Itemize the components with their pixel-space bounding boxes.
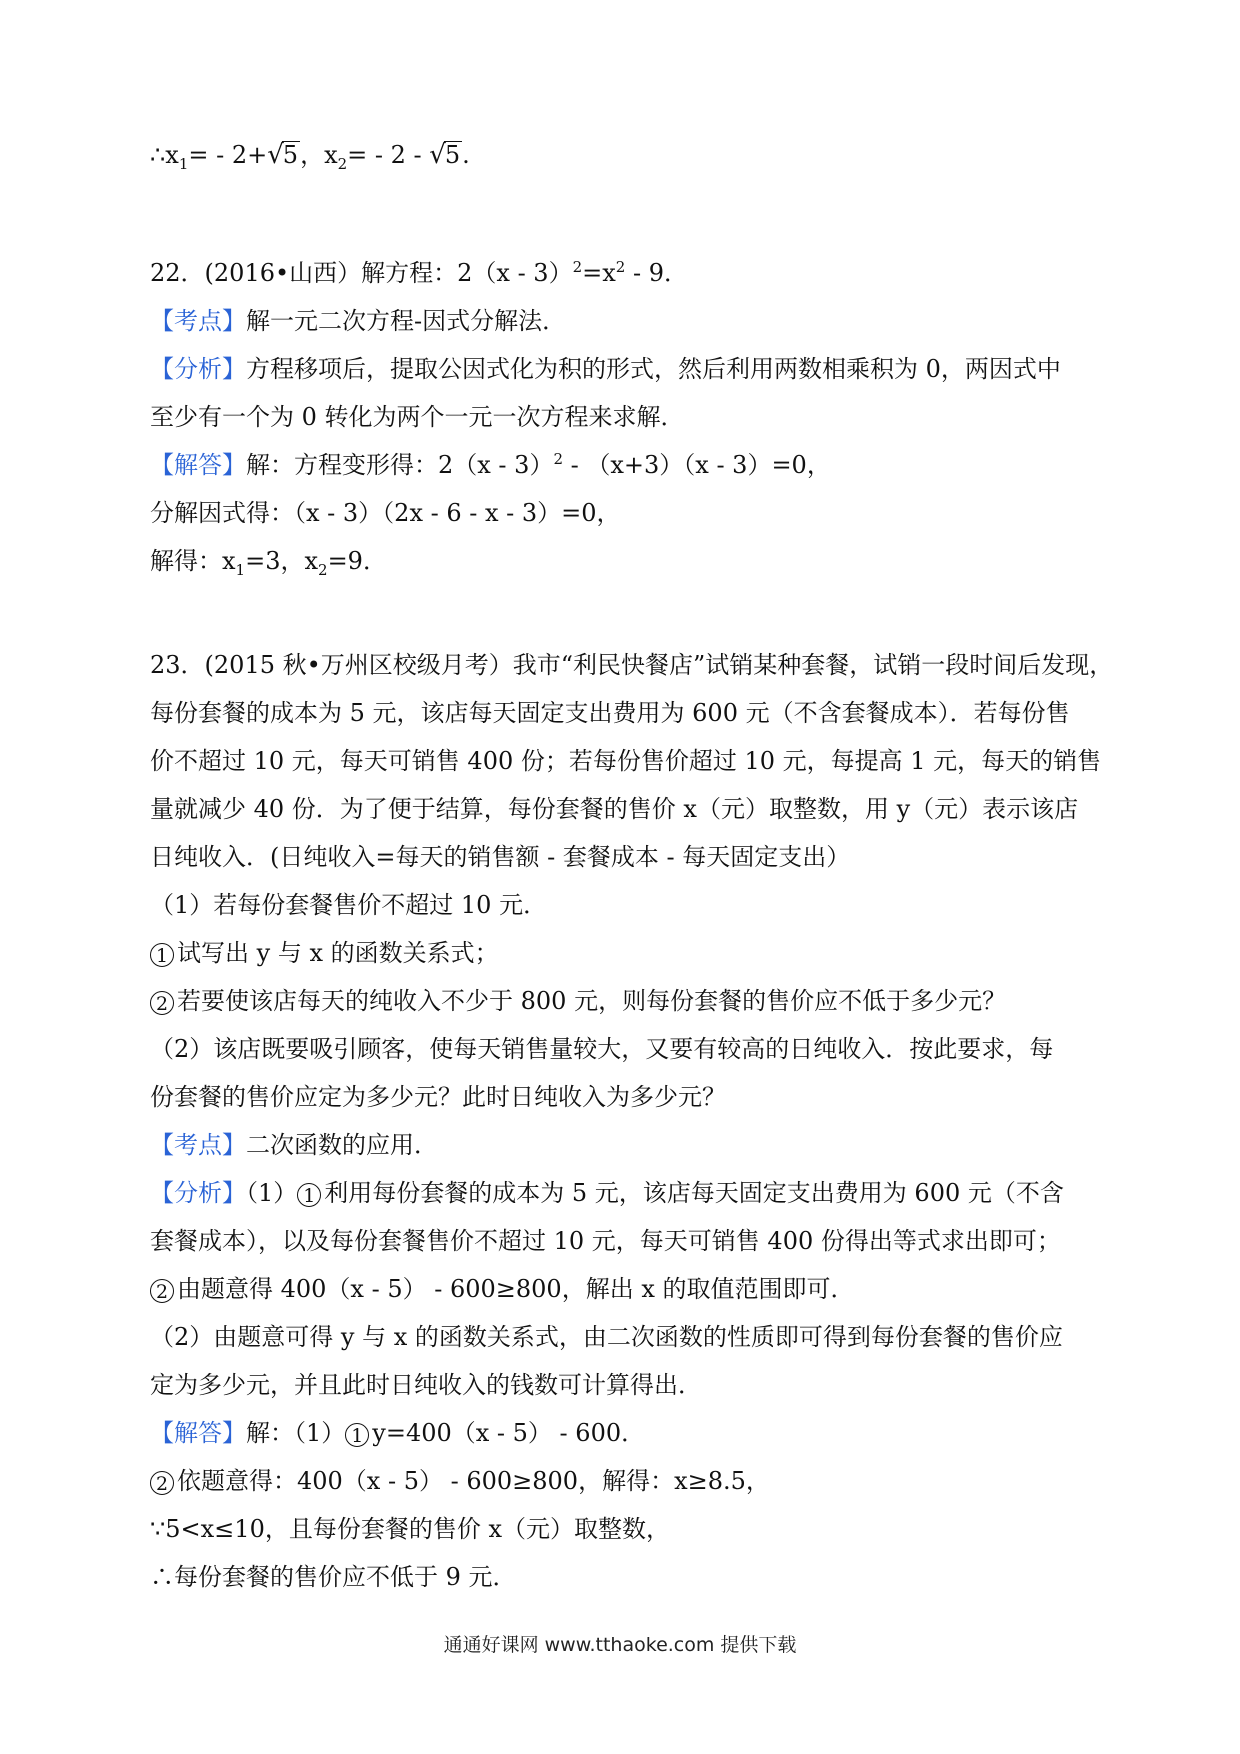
q23-part2-line2: 份套餐的售价应定为多少元？此时日纯收入为多少元？ bbox=[150, 1083, 726, 1111]
fenxi-tag: 【分析】 bbox=[150, 1179, 246, 1207]
sqrt-sign: √ bbox=[267, 140, 284, 170]
jieda-text: =9． bbox=[327, 547, 387, 575]
roots-text: . bbox=[462, 141, 470, 169]
q23-fenxi-line2: 套餐成本），以及每份套餐售价不超过 10 元，每天可销售 400 份得出等式求出即可； bbox=[150, 1227, 1061, 1255]
q22-title bbox=[150, 258, 688, 288]
roots-text: = - 2 - bbox=[347, 141, 430, 169]
q23-stem-line3: 价不超过 10 元，每天可销售 400 份；若每份售价超过 10 元，每提高 1 元，每天的销售 bbox=[150, 747, 1102, 775]
jieda-tag: 【解答】 bbox=[150, 1419, 246, 1447]
jieda-text: 依题意得：400（x - 5） - 600≥800，解得：x≥8.5， bbox=[177, 1467, 770, 1495]
q23-part2-line1: （2）该店既要吸引顾客，使每天销售量较大，又要有较高的日纯收入．按此要求，每 bbox=[150, 1035, 1054, 1063]
kaodian-tag: 【考点】 bbox=[150, 1131, 246, 1159]
jieda-text: 解得：x bbox=[150, 547, 236, 575]
subscript: 1 bbox=[178, 154, 189, 173]
q22-jieda-line3 bbox=[150, 546, 387, 579]
q23-stem-line1: 23．(2015 秋•万州区校级月考）我市“利民快餐店”试销某种套餐，试销一段时间后发现， bbox=[150, 651, 1114, 679]
fenxi-text: 利用每份套餐的成本为 5 元，该店每天固定支出费用为 600 元（不含 bbox=[324, 1179, 1064, 1207]
kaodian-text: 二次函数的应用． bbox=[246, 1131, 438, 1159]
circled-number: 2 bbox=[150, 1471, 174, 1495]
circled-number: 1 bbox=[345, 1423, 369, 1447]
q23-fenxi-line5: 定为多少元，并且此时日纯收入的钱数可计算得出． bbox=[150, 1371, 702, 1399]
jieda-text: 解：方程变形得：2（x - 3） bbox=[246, 451, 554, 479]
subscript: 1 bbox=[235, 560, 246, 579]
q23-fenxi-line1 bbox=[150, 1178, 1064, 1208]
roots-text: ，x bbox=[300, 141, 338, 169]
q23-stem-line2: 每份套餐的成本为 5 元，该店每天固定支出费用为 600 元（不含套餐成本）．若每份售 bbox=[150, 699, 1070, 727]
q23-stem-line4: 量就减少 40 份．为了便于结算，每份套餐的售价 x（元）取整数，用 y（元）表示该店 bbox=[150, 795, 1079, 823]
page-footer: 通通好课网 www.tthaoke.com 提供下载 bbox=[443, 1634, 797, 1656]
circled-number: 1 bbox=[297, 1183, 321, 1207]
fenxi-text: 由题意得 400（x - 5） - 600≥800，解出 x 的取值范围即可． bbox=[177, 1275, 855, 1303]
q22-title-text: =x bbox=[582, 259, 616, 287]
subscript: 2 bbox=[318, 560, 328, 579]
fenxi-text: 方程移项后，提取公因式化为积的形式，然后利用两数相乘积为 0，两因式中 bbox=[246, 355, 1061, 383]
q23-jieda-line3: ∵5<x≤10，且每份套餐的售价 x（元）取整数， bbox=[150, 1515, 670, 1543]
jieda-text: =3，x bbox=[245, 547, 319, 575]
q22-title-text: - 9． bbox=[625, 259, 688, 287]
sqrt-sign: √ bbox=[429, 140, 446, 170]
q23-fenxi-line3 bbox=[150, 1274, 855, 1304]
q23-jieda-line2 bbox=[150, 1466, 770, 1496]
q23-part1-item1 bbox=[150, 938, 499, 968]
radicand: 5 bbox=[444, 141, 461, 169]
fenxi-tag: 【分析】 bbox=[150, 355, 246, 383]
jieda-text: 解：（1） bbox=[246, 1419, 346, 1447]
q23-part1: （1）若每份套餐售价不超过 10 元． bbox=[150, 891, 548, 919]
q23-kaodian bbox=[150, 1130, 438, 1160]
jieda-tag: 【解答】 bbox=[150, 451, 246, 479]
jieda-text: y=400（x - 5） - 600． bbox=[372, 1419, 646, 1447]
fenxi-text: （1） bbox=[246, 1179, 298, 1207]
superscript: 2 bbox=[615, 258, 626, 276]
radicand: 5 bbox=[282, 141, 299, 169]
kaodian-text: 解一元二次方程-因式分解法． bbox=[246, 307, 567, 335]
kaodian-tag: 【考点】 bbox=[150, 307, 246, 335]
q23-fenxi-line4: （2）由题意可得 y 与 x 的函数关系式，由二次函数的性质即可得到每份套餐的售价应 bbox=[150, 1323, 1063, 1351]
q22-fenxi-line1 bbox=[150, 354, 1061, 384]
circled-number: 1 bbox=[150, 943, 174, 967]
roots-text: = - 2+ bbox=[188, 141, 268, 169]
roots-text: ∴x bbox=[150, 141, 179, 169]
superscript: 2 bbox=[553, 450, 563, 468]
q22-title-text: 22．(2016•山西）解方程：2（x - 3） bbox=[150, 259, 573, 287]
q23-part1-item2 bbox=[150, 986, 1006, 1016]
jieda-text: - （x+3）（x - 3）=0， bbox=[563, 451, 831, 479]
q23-jieda-line4: ∴每份套餐的售价应不低于 9 元． bbox=[150, 1563, 517, 1591]
q23-jieda-line1 bbox=[150, 1418, 645, 1448]
roots-line bbox=[150, 140, 470, 173]
circled-number: 2 bbox=[150, 1279, 174, 1303]
superscript: 2 bbox=[572, 258, 583, 276]
q22-fenxi-line2: 至少有一个为 0 转化为两个一元一次方程来求解． bbox=[150, 403, 685, 431]
q22-kaodian bbox=[150, 306, 566, 336]
subscript: 2 bbox=[337, 154, 348, 173]
q23-stem-line5: 日纯收入．(日纯收入=每天的销售额 - 套餐成本 - 每天固定支出） bbox=[150, 843, 851, 871]
item-text: 若要使该店每天的纯收入不少于 800 元，则每份套餐的售价应不低于多少元？ bbox=[177, 987, 1007, 1015]
circled-number: 2 bbox=[150, 991, 174, 1015]
q22-jieda-line1 bbox=[150, 450, 831, 480]
q22-jieda-line2: 分解因式得：（x - 3）（2x - 6 - x - 3）=0， bbox=[150, 499, 621, 527]
item-text: 试写出 y 与 x 的函数关系式； bbox=[177, 939, 499, 967]
